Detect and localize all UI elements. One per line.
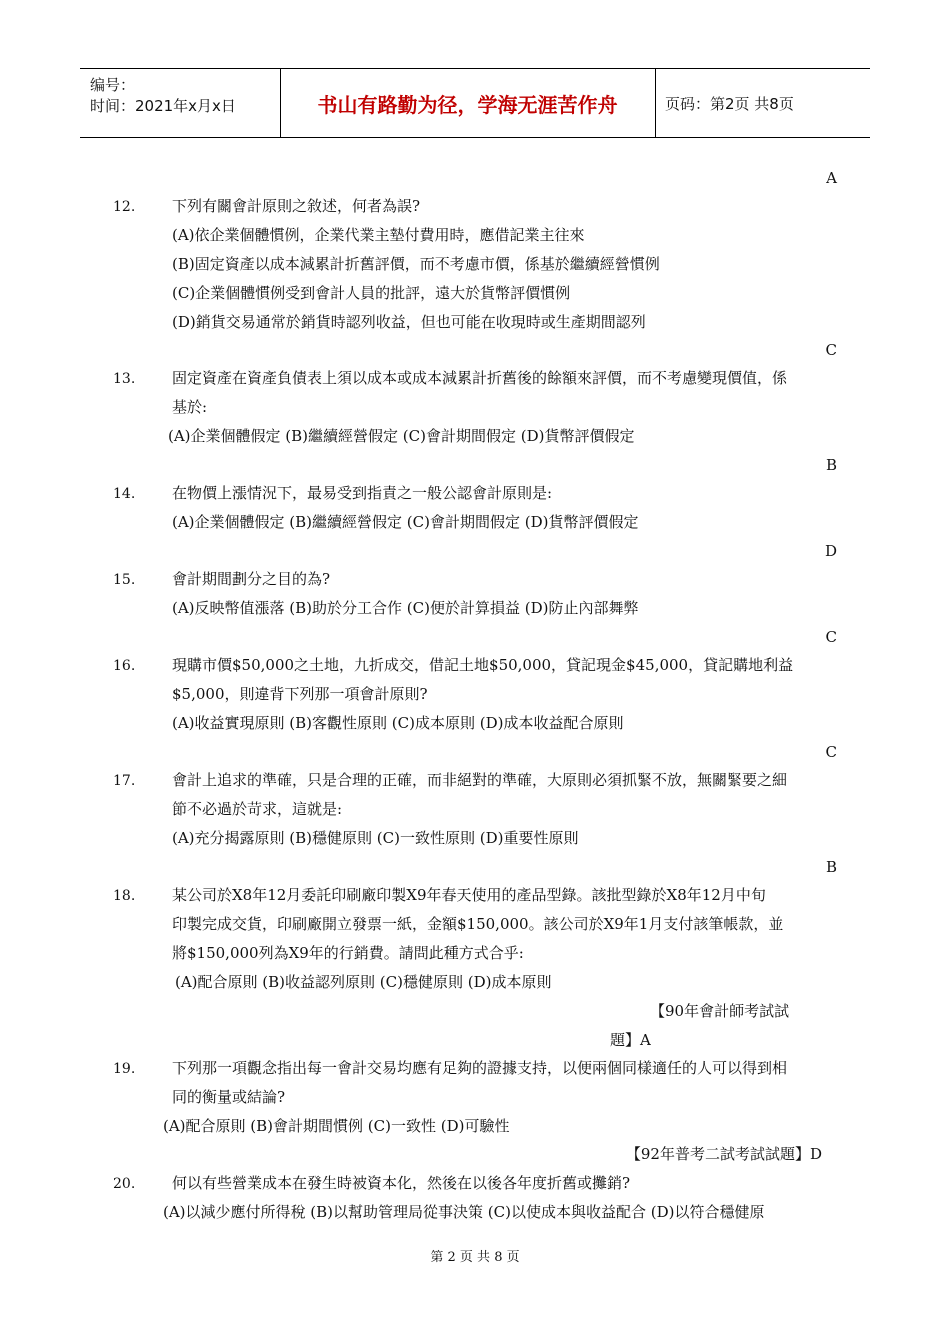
source-note: 【92年普考二試考試試題】D xyxy=(625,1145,822,1163)
question-stem: 印製完成交貨，印刷廠開立發票一紙，金額$150,000。該公司於X9年1月支付該筆帳款，並 xyxy=(172,915,784,933)
question-stem: 某公司於X8年12月委託印刷廠印製X9年春天使用的產品型錄。該批型錄於X8年12月中旬 xyxy=(172,886,766,904)
option: (A)充分揭露原則 (B)穩健原則 (C)一致性原則 (D)重要性原則 xyxy=(172,829,579,847)
question-number: 14. xyxy=(113,486,136,502)
header-page-label: 页码：第2页 共8页 xyxy=(665,94,794,113)
answer-11: A xyxy=(826,169,837,187)
question-number: 20. xyxy=(113,1176,136,1192)
header-meta xyxy=(90,75,236,117)
question-stem: 將$150,000列為X9年的行銷費。請問此種方式合乎: xyxy=(172,944,524,962)
option: (A)依企業個體慣例，企業代業主墊付費用時，應借記業主往來 xyxy=(172,226,585,244)
question-number: 19. xyxy=(113,1061,136,1077)
option: (A)配合原則 (B)收益認列原則 (C)穩健原則 (D)成本原則 xyxy=(175,973,552,991)
option: (A)企業個體假定 (B)繼續經營假定 (C)會計期間假定 (D)貨幣評價假定 xyxy=(172,513,639,531)
question-number: 18. xyxy=(113,888,136,904)
page-header xyxy=(80,68,870,138)
question-stem: 何以有些營業成本在發生時被資本化，然後在以後各年度折舊或攤銷? xyxy=(172,1174,631,1192)
source-note: 題】A xyxy=(610,1031,651,1049)
question-stem: 會計上追求的準確，只是合理的正確，而非絕對的準確，大原則必須抓緊不放，無關緊要之細 xyxy=(172,771,788,789)
source-note: 【90年會計師考試試 xyxy=(650,1002,790,1020)
answer-15: C xyxy=(825,628,837,646)
option: (B)固定資產以成本減累計折舊評價，而不考慮市價，係基於繼續經營慣例 xyxy=(172,255,660,273)
answer-17: B xyxy=(825,858,837,876)
question-stem: 在物價上漲情況下，最易受到指責之一般公認會計原則是: xyxy=(172,484,553,502)
answer-14: D xyxy=(824,542,837,560)
header-divider xyxy=(655,69,656,137)
question-stem: 會計期間劃分之目的為? xyxy=(172,570,331,588)
question-number: 17. xyxy=(113,773,136,789)
question-stem: 固定資產在資產負債表上須以成本或成本減累計折舊後的餘額來評價，而不考慮變現價值，係 xyxy=(172,369,788,387)
option: (A)企業個體假定 (B)繼續經營假定 (C)會計期間假定 (D)貨幣評價假定 xyxy=(168,427,635,445)
option: (C)企業個體慣例受到會計人員的批評，遠大於貨幣評價慣例 xyxy=(172,284,571,302)
option: (A)反映幣值漲落 (B)助於分工合作 (C)便於計算損益 (D)防止內部舞弊 xyxy=(172,599,639,617)
question-number: 12. xyxy=(113,199,136,215)
question-number: 15. xyxy=(113,572,136,588)
question-number: 13. xyxy=(113,371,136,387)
header-motto: 书山有路勤为径，学海无涯苦作舟 xyxy=(317,92,618,117)
option: (A)配合原則 (B)會計期間慣例 (C)一致性 (D)可驗性 xyxy=(163,1117,510,1135)
question-stem: 節不必過於苛求，這就是: xyxy=(172,800,343,818)
question-number: 16. xyxy=(113,658,136,674)
question-stem: 基於: xyxy=(172,398,208,416)
option: (A)收益實現原則 (B)客觀性原則 (C)成本原則 (D)成本收益配合原則 xyxy=(172,714,624,732)
question-stem: 同的衡量或結論? xyxy=(172,1088,286,1106)
answer-12: C xyxy=(825,341,837,359)
answer-13: B xyxy=(825,456,837,474)
answer-16: C xyxy=(825,743,837,761)
code-label: 编号： xyxy=(90,76,136,94)
option: (D)銷貨交易通常於銷貨時認列收益，但也可能在收現時或生產期間認列 xyxy=(172,313,646,331)
date-label: 时间：2021年x月x日 xyxy=(90,97,236,115)
question-stem: $5,000，則違背下列那一項會計原則? xyxy=(172,685,428,703)
question-stem: 現購市價$50,000之土地，九折成交，借記土地$50,000，貸記現金$45,000，貸記購地利益 xyxy=(172,656,794,674)
option: (A)以減少應付所得稅 (B)以幫助管理局從事決策 (C)以使成本與收益配合 (D)以符合穩健原 xyxy=(163,1203,765,1221)
question-stem: 下列那一項觀念指出每一會計交易均應有足夠的證據支持，以便兩個同樣適任的人可以得到相 xyxy=(172,1059,788,1077)
question-stem: 下列有關會計原則之敘述，何者為誤? xyxy=(172,197,421,215)
page-footer: 第 2 页 共 8 页 xyxy=(430,1250,520,1265)
